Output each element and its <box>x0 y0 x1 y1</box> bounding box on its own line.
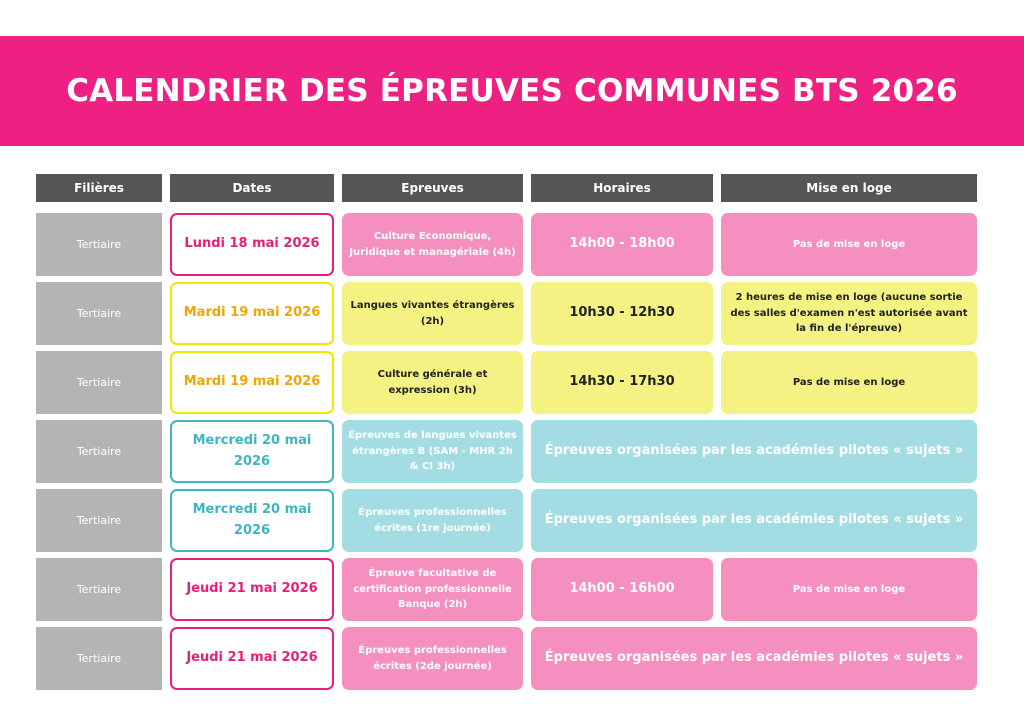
header-filieres: Filières <box>36 174 162 202</box>
schedule-table <box>36 174 977 690</box>
filiere-cell: Tertiaire <box>36 213 162 276</box>
epreuve-cell: Culture générale et expression (3h) <box>342 351 523 414</box>
filiere-cell: Tertiaire <box>36 558 162 621</box>
horaire-cell: 14h00 - 16h00 <box>531 558 713 621</box>
date-cell: Jeudi 21 mai 2026 <box>170 627 334 690</box>
mise-en-loge-cell: Pas de mise en loge <box>721 558 977 621</box>
filiere-cell: Tertiaire <box>36 627 162 690</box>
horaire-cell: 14h30 - 17h30 <box>531 351 713 414</box>
header-dates: Dates <box>170 174 334 202</box>
filiere-cell: Tertiaire <box>36 351 162 414</box>
mise-en-loge-cell: Pas de mise en loge <box>721 213 977 276</box>
epreuve-cell: Culture Economique, Juridique et managériale (4h) <box>342 213 523 276</box>
page-title: CALENDRIER DES ÉPREUVES COMMUNES BTS 2026 <box>66 73 958 109</box>
date-cell: Lundi 18 mai 2026 <box>170 213 334 276</box>
filiere-cell: Tertiaire <box>36 282 162 345</box>
date-cell: Mardi 19 mai 2026 <box>170 351 334 414</box>
filiere-cell: Tertiaire <box>36 489 162 552</box>
merged-info-cell: Épreuves organisées par les académies pilotes « sujets » <box>531 489 977 552</box>
date-cell: Jeudi 21 mai 2026 <box>170 558 334 621</box>
date-cell: Mercredi 20 mai 2026 <box>170 420 334 483</box>
filiere-cell: Tertiaire <box>36 420 162 483</box>
epreuve-cell: Épreuves professionnelles écrites (1re journée) <box>342 489 523 552</box>
mise-en-loge-cell: 2 heures de mise en loge (aucune sortie des salles d'examen n'est autorisée avant la fin de l'épreuve) <box>721 282 977 345</box>
epreuve-cell: Langues vivantes étrangères (2h) <box>342 282 523 345</box>
epreuve-cell: Épreuve facultative de certification professionnelle Banque (2h) <box>342 558 523 621</box>
merged-info-cell: Épreuves organisées par les académies pilotes « sujets » <box>531 420 977 483</box>
header-horaires: Horaires <box>531 174 713 202</box>
epreuve-cell: Épreuves professionnelles écrites (2de journée) <box>342 627 523 690</box>
title-banner <box>0 36 1024 146</box>
horaire-cell: 14h00 - 18h00 <box>531 213 713 276</box>
merged-info-cell: Épreuves organisées par les académies pilotes « sujets » <box>531 627 977 690</box>
horaire-cell: 10h30 - 12h30 <box>531 282 713 345</box>
date-cell: Mercredi 20 mai 2026 <box>170 489 334 552</box>
mise-en-loge-cell: Pas de mise en loge <box>721 351 977 414</box>
epreuve-cell: Épreuves de langues vivantes étrangères B (SAM - MHR 2h & CI 3h) <box>342 420 523 483</box>
date-cell: Mardi 19 mai 2026 <box>170 282 334 345</box>
header-epreuves: Epreuves <box>342 174 523 202</box>
header-mise-en-loge: Mise en loge <box>721 174 977 202</box>
